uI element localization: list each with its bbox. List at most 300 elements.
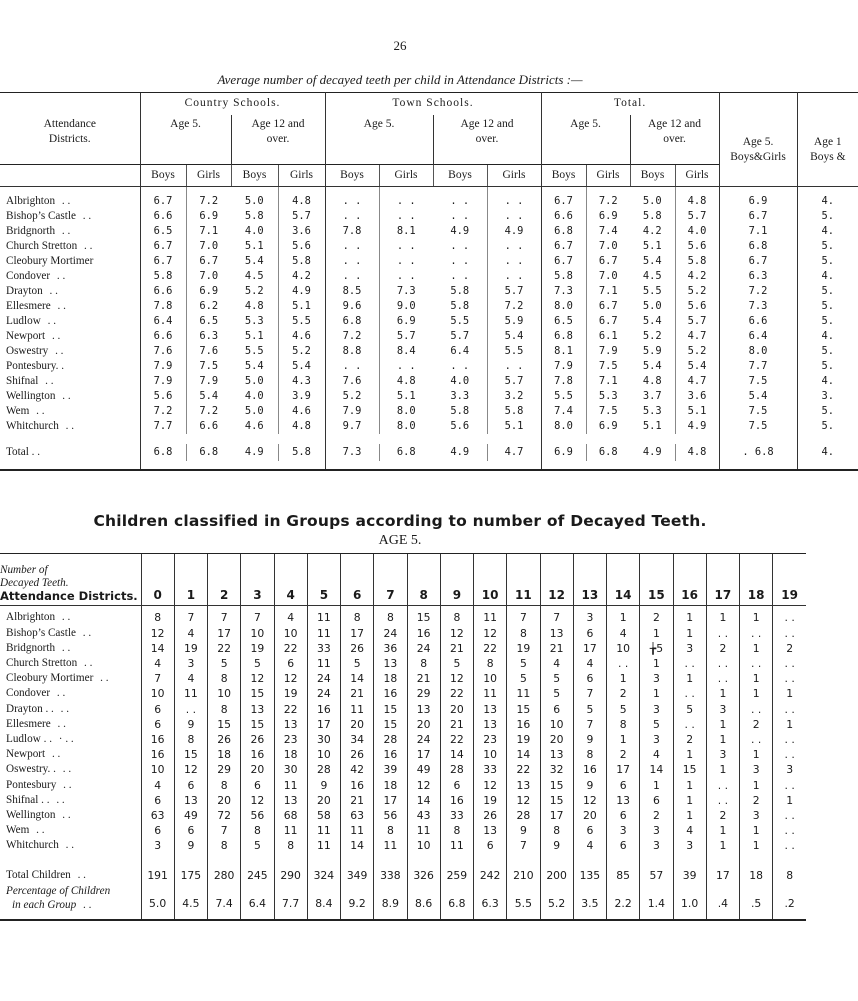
table2-cell: . . (706, 793, 739, 808)
table2-cell: 19 (241, 641, 274, 656)
table2-cell: 4 (141, 656, 174, 671)
table2-cell: 15 (241, 686, 274, 701)
table2-cell: 15 (208, 717, 241, 732)
table2-cell: 30 (307, 732, 340, 747)
table2-cell: 6 (573, 823, 606, 838)
table1-row (0, 299, 858, 314)
spacer-cell (675, 434, 719, 444)
table2-row (0, 747, 806, 762)
table1-cell: 8.0 (554, 419, 573, 432)
table2-cell: 11 (474, 686, 507, 701)
table1-cell: 5. (821, 209, 835, 222)
table1-cell: 4.7 (675, 329, 719, 344)
country-age5: Age 5. (140, 115, 231, 165)
table2-head-line1: Number of (0, 564, 48, 576)
col-girls: Girls (278, 165, 325, 187)
table2-cell: 30 (274, 762, 307, 777)
spacer-cell (341, 854, 374, 868)
table1-cell: 7.1 (586, 374, 630, 389)
table2-cell: 9 (307, 778, 340, 793)
table2-cell: 3 (706, 747, 739, 762)
district-name (0, 329, 140, 344)
rule-cell (379, 461, 433, 470)
table1-cell: 7.9 (140, 374, 186, 389)
table2-cell: 18 (208, 747, 241, 762)
table2-cell: 13 (607, 793, 640, 808)
table1-cell: . . (487, 187, 541, 209)
rule-cell (325, 461, 379, 470)
table1-cell: 7.1 (719, 224, 797, 239)
table2-cell: 12 (474, 778, 507, 793)
rule-cell (540, 912, 573, 920)
table1-cell: 4.5 (244, 269, 264, 282)
table2-cell: 10 (208, 686, 241, 701)
table1-cell: . . (487, 359, 541, 374)
table1-cell: 6.7 (140, 187, 186, 209)
table1-container (0, 92, 846, 471)
total-age5: Age 5. (541, 115, 630, 165)
table2-cell: 1 (740, 747, 773, 762)
table2-cell: 2 (740, 717, 773, 732)
table1-cell: 5. (821, 284, 835, 297)
table2-cell: 13 (540, 626, 573, 641)
table2-cell: 2 (706, 641, 739, 656)
table2-row (0, 656, 806, 671)
district-name (0, 702, 141, 717)
table1-cell: 5.2 (244, 284, 264, 297)
total-cell: 290 (274, 868, 307, 884)
table2-cell: 24 (407, 732, 440, 747)
table2-cell: 13 (374, 656, 407, 671)
table2-cell: 19 (507, 641, 540, 656)
table2-cell: 6 (607, 778, 640, 793)
rule-cell (474, 912, 507, 920)
rule-cell (141, 912, 174, 920)
table2-cell: 56 (374, 808, 407, 823)
table2-cell: 6 (573, 626, 606, 641)
leader-dots: . . (46, 284, 58, 297)
district-name (0, 359, 140, 374)
table2-cell: 1 (773, 686, 806, 701)
table2-cell: 10 (540, 717, 573, 732)
leader-dots: . . (57, 702, 70, 715)
percentage-cell: 4.5 (174, 884, 207, 912)
table2-row (0, 626, 806, 641)
table2-cell: 1 (607, 732, 640, 747)
table2-cell: 6 (607, 838, 640, 853)
table2-cell: 16 (141, 732, 174, 747)
table1-cell: 7.9 (554, 359, 573, 372)
rule-cell (186, 461, 231, 470)
table1-cell: 7.9 (186, 374, 231, 389)
table1-cell: 5.2 (278, 344, 325, 359)
table2-cell: 26 (341, 641, 374, 656)
district-name (0, 626, 141, 641)
rule-cell (586, 461, 630, 470)
table2-cell: 24 (307, 671, 340, 686)
table1-cell: 6.7 (719, 209, 797, 224)
table1-cell: 7.5 (719, 374, 797, 389)
spacer-cell (474, 854, 507, 868)
table2-cell: 16 (573, 762, 606, 777)
district-label: Shifnal . . (6, 793, 50, 806)
table2-cell: 9 (174, 838, 207, 853)
table2-cell: 15 (374, 717, 407, 732)
spacer-cell (797, 434, 858, 444)
table2-cell: 11 (307, 656, 340, 671)
table2-cell: 5 (440, 656, 473, 671)
table2-cell: 1 (607, 671, 640, 686)
district-name (0, 717, 141, 732)
town-age12-line1: Age 12 and (460, 117, 514, 130)
spacer-cell (274, 854, 307, 868)
district-label: Bishop’s Castle (6, 626, 76, 639)
table2-cell: 2 (640, 808, 673, 823)
table1-cell: 5.3 (586, 389, 630, 404)
table2-cell: 29 (208, 762, 241, 777)
rule-cell (440, 912, 473, 920)
table1-cell: 6.5 (140, 224, 186, 239)
table2-row (0, 702, 806, 717)
table1-row (0, 329, 858, 344)
table2-cell: 15 (673, 762, 706, 777)
total-cell: 242 (474, 868, 507, 884)
table2-cell: 5 (507, 656, 540, 671)
leader-dots: . . (59, 389, 71, 402)
table2-cell: 8 (208, 778, 241, 793)
spacer-cell (0, 434, 140, 444)
table1-caption: Average number of decayed teeth per child in Attendance Districts :— (217, 72, 583, 87)
leader-dots: . . (59, 763, 72, 776)
table1-cell: 8.4 (379, 344, 433, 359)
district-label: Ludlow . . (6, 732, 52, 745)
table1-cell: 5.1 (642, 239, 662, 252)
leader-dots: . . (80, 898, 92, 911)
table1-cell: . . (379, 239, 433, 254)
col-boys: Boys (231, 165, 278, 187)
total-cell: 18 (740, 868, 773, 884)
percentage-cell: 8.9 (374, 884, 407, 912)
total-children-text: Total Children (6, 868, 71, 881)
table2-cell: 6 (174, 823, 207, 838)
table2-cell: 5 (341, 656, 374, 671)
table1-cell: 5.5 (244, 344, 264, 357)
table2-cell: 12 (274, 671, 307, 686)
table2-cell: 21 (540, 641, 573, 656)
percentage-cell: 6.4 (241, 884, 274, 912)
table1-cell: 6.4 (450, 344, 470, 357)
table1-row (0, 187, 858, 209)
table2-cell: . . (773, 732, 806, 747)
table2-cell: 13 (241, 702, 274, 717)
leader-dots: . . (59, 611, 71, 624)
spacer-cell (719, 434, 797, 444)
table2-cell: 8 (208, 838, 241, 853)
table1-cell: 4.2 (675, 269, 719, 284)
leader-dots: . . (79, 626, 92, 639)
table2-cell: . . (740, 626, 773, 641)
table1-cell: 5.1 (278, 299, 325, 314)
leader-dots: . . (54, 269, 66, 282)
group-header-0: 0 (141, 554, 174, 606)
table2-cell: 16 (341, 778, 374, 793)
percentage-cell: 6.3 (474, 884, 507, 912)
table1-cell: 7.5 (586, 404, 630, 419)
total-cell: 259 (440, 868, 473, 884)
table1-cell: . . (450, 194, 470, 207)
table2-cell: 7 (507, 606, 540, 626)
table2-cell: 11 (341, 702, 374, 717)
table1-cell: 5.7 (675, 209, 719, 224)
table2-cell: 1 (773, 793, 806, 808)
percentage-cell: 7.4 (208, 884, 241, 912)
district-name (0, 269, 140, 284)
spacer-cell (487, 434, 541, 444)
table2-cell: 26 (341, 747, 374, 762)
group-header-5: 5 (307, 554, 340, 606)
table2-cell: 5 (241, 838, 274, 853)
group-header-11: 11 (507, 554, 540, 606)
table2-cell: 1 (607, 606, 640, 626)
district-label: Oswestry. . (6, 763, 56, 776)
table1-cell: . 6.8 (719, 444, 797, 461)
table1-cell: 7.5 (586, 359, 630, 374)
table2-cell: 10 (474, 671, 507, 686)
table1-cell: 3.9 (278, 389, 325, 404)
table2-cell: 2 (773, 641, 806, 656)
leader-dots: . . (97, 672, 109, 685)
table2-cell: 3 (640, 732, 673, 747)
table1-row (0, 374, 858, 389)
table1-cell: 4.6 (278, 404, 325, 419)
table2-cell: 20 (307, 793, 340, 808)
percentage-cell: 7.7 (274, 884, 307, 912)
spacer-cell (630, 434, 675, 444)
table1-cell: 5. (821, 314, 835, 327)
table2-cell: 10 (607, 641, 640, 656)
table2-cell: 1 (706, 717, 739, 732)
percentage-cell: .4 (706, 884, 739, 912)
table2-cell: 3 (174, 656, 207, 671)
table2-cell: 33 (440, 808, 473, 823)
percentage-cell: 3.5 (573, 884, 606, 912)
table1-cell: 7.4 (554, 404, 573, 417)
table2-cell: 17 (374, 793, 407, 808)
table2-cell: 10 (407, 838, 440, 853)
leader-dots: . . (42, 374, 54, 387)
table2-cell: . . (773, 823, 806, 838)
rule-cell (719, 461, 797, 470)
table1-cell: 5.8 (278, 254, 325, 269)
table2-cell: 11 (307, 838, 340, 853)
row-header-line1: Attendance (43, 117, 96, 130)
col-boys: Boys (140, 165, 186, 187)
table1-cell: 6.7 (554, 194, 573, 207)
table1-cell: 3.7 (642, 389, 662, 402)
table2-cell: 12 (407, 778, 440, 793)
group-total: Total. (541, 93, 719, 115)
table2-cell: 8 (274, 838, 307, 853)
table1-cell: 5.4 (244, 359, 264, 372)
rule-cell (374, 912, 407, 920)
table1-cell: 7.0 (586, 269, 630, 284)
table1-cell: . . (379, 269, 433, 284)
table1-cell: 8.1 (554, 344, 573, 357)
table1-cell: 9.6 (342, 299, 362, 312)
table1-cell: 6.7 (186, 254, 231, 269)
table1-cell: 6.7 (719, 254, 797, 269)
table2-cell: 17 (407, 747, 440, 762)
table2-cell: . . (673, 656, 706, 671)
col-girls: Girls (586, 165, 630, 187)
table2-cell: 17 (208, 626, 241, 641)
table1-cell: 5.4 (487, 329, 541, 344)
table2-cell: 13 (274, 717, 307, 732)
rule-cell (607, 912, 640, 920)
percentage-cell: 9.2 (341, 884, 374, 912)
table2-cell: 18 (274, 747, 307, 762)
table2-cell: 8 (241, 823, 274, 838)
total-cell: 8 (773, 868, 806, 884)
table1-cell: 4.9 (675, 419, 719, 434)
table1-cell: 5.1 (675, 404, 719, 419)
table2-cell: 7 (573, 686, 606, 701)
table1-cell: . . (450, 359, 470, 372)
table2-cell: 1 (640, 686, 673, 701)
table1-cell: 5.1 (487, 419, 541, 434)
percentage-cell: 2.2 (607, 884, 640, 912)
leader-dots: . . (52, 344, 64, 357)
table1-cell: 7.3 (719, 299, 797, 314)
table1-cell: 7.8 (342, 224, 362, 237)
table2-row (0, 823, 806, 838)
table1-cell: 5.0 (244, 374, 264, 387)
table2-cell: 13 (474, 717, 507, 732)
table1-cell: 5.3 (642, 404, 662, 417)
table2-cell: 49 (407, 762, 440, 777)
table2-cell: 4 (174, 626, 207, 641)
col-boys: Boys (630, 165, 675, 187)
table1-cell: 5.5 (642, 284, 662, 297)
spacer-cell (573, 854, 606, 868)
table1-cell: 7.0 (186, 269, 231, 284)
table2-cell: ╆5 (640, 641, 673, 656)
table2-row (0, 762, 806, 777)
table2-cell: 4 (673, 823, 706, 838)
table2-cell: 8 (573, 747, 606, 762)
table2-cell: . . (773, 671, 806, 686)
table1-cell: 6.3 (719, 269, 797, 284)
table1-cell: 6.8 (342, 314, 362, 327)
table2-cell: 12 (241, 793, 274, 808)
total-children-label (0, 868, 141, 884)
rule-cell (433, 461, 487, 470)
table2-row-header (0, 554, 141, 606)
leader-dots: . . (62, 419, 74, 432)
table1-cell: 7.9 (586, 344, 630, 359)
table1-cell: 5.9 (642, 344, 662, 357)
table2-cell: 18 (374, 778, 407, 793)
rule-cell (140, 461, 186, 470)
table1-cell: 4.0 (244, 389, 264, 402)
rule-cell (0, 912, 141, 920)
district-name (0, 778, 141, 793)
table2-cell: 11 (507, 686, 540, 701)
spacer-cell (586, 434, 630, 444)
spacer-cell (174, 854, 207, 868)
total-cell: 210 (507, 868, 540, 884)
spacer-cell (773, 854, 806, 868)
district-label: Pontesbury. . (6, 359, 65, 372)
table1-cell: 4.3 (278, 374, 325, 389)
table1-cell: 5.8 (450, 299, 470, 312)
table2-cell: 19 (507, 732, 540, 747)
table2-cell: 9 (573, 732, 606, 747)
table2-cell: . . (740, 702, 773, 717)
col-boys: Boys (541, 165, 586, 187)
table2-cell: 8 (540, 823, 573, 838)
rule-cell (487, 461, 541, 470)
table1-cell: 5.6 (278, 239, 325, 254)
table2-cell: 26 (474, 808, 507, 823)
district-label: Bishop’s Castle (6, 209, 76, 222)
district-name (0, 823, 141, 838)
table1-cell: . . (342, 209, 362, 222)
table2-cell: 22 (274, 641, 307, 656)
table1-cell: 4.0 (244, 224, 264, 237)
district-label: Drayton . . (6, 702, 54, 715)
table1-cell: 4.8 (278, 419, 325, 434)
table1-cell: 6.8 (379, 444, 433, 461)
leader-dots: . . (44, 314, 56, 327)
table2-cell: 8 (440, 823, 473, 838)
table1-cell: 5.5 (278, 314, 325, 329)
table2-cell: 6 (141, 717, 174, 732)
table1-cell: . . (450, 254, 470, 267)
table1-cell: 7.1 (586, 284, 630, 299)
table1-cell: 5.8 (487, 404, 541, 419)
leader-dots: . . (54, 299, 66, 312)
district-label: Ellesmere (6, 299, 51, 312)
group-header-15: 15 (640, 554, 673, 606)
table2-cell: 12 (174, 762, 207, 777)
table1-cell: 5.8 (244, 209, 264, 222)
table1-cell: 6.1 (586, 329, 630, 344)
table2-cell: 8 (341, 606, 374, 626)
district-name (0, 838, 141, 853)
percentage-label-line1: Percentage of Children (6, 884, 111, 897)
table2-cell: 10 (307, 747, 340, 762)
table1-cell: 6.7 (140, 254, 186, 269)
table1-cell: 7.8 (140, 299, 186, 314)
table2-cell: 3 (673, 838, 706, 853)
table1-cell: . . (450, 269, 470, 282)
table2-cell: 8 (407, 656, 440, 671)
table2-cell: 1 (673, 793, 706, 808)
table2-cell: 1 (673, 606, 706, 626)
district-label: Ludlow (6, 314, 41, 327)
table1-cell: 5.5 (450, 314, 470, 327)
table2-cell: 23 (474, 732, 507, 747)
table2-cell: 28 (374, 732, 407, 747)
table1-cell: . . (379, 254, 433, 269)
table2-cell: . . (773, 808, 806, 823)
table2-cell: 13 (474, 702, 507, 717)
group-header-2: 2 (208, 554, 241, 606)
table2-cell: 8 (374, 823, 407, 838)
table2-cell: 3 (607, 823, 640, 838)
table2-cell: . . (673, 686, 706, 701)
